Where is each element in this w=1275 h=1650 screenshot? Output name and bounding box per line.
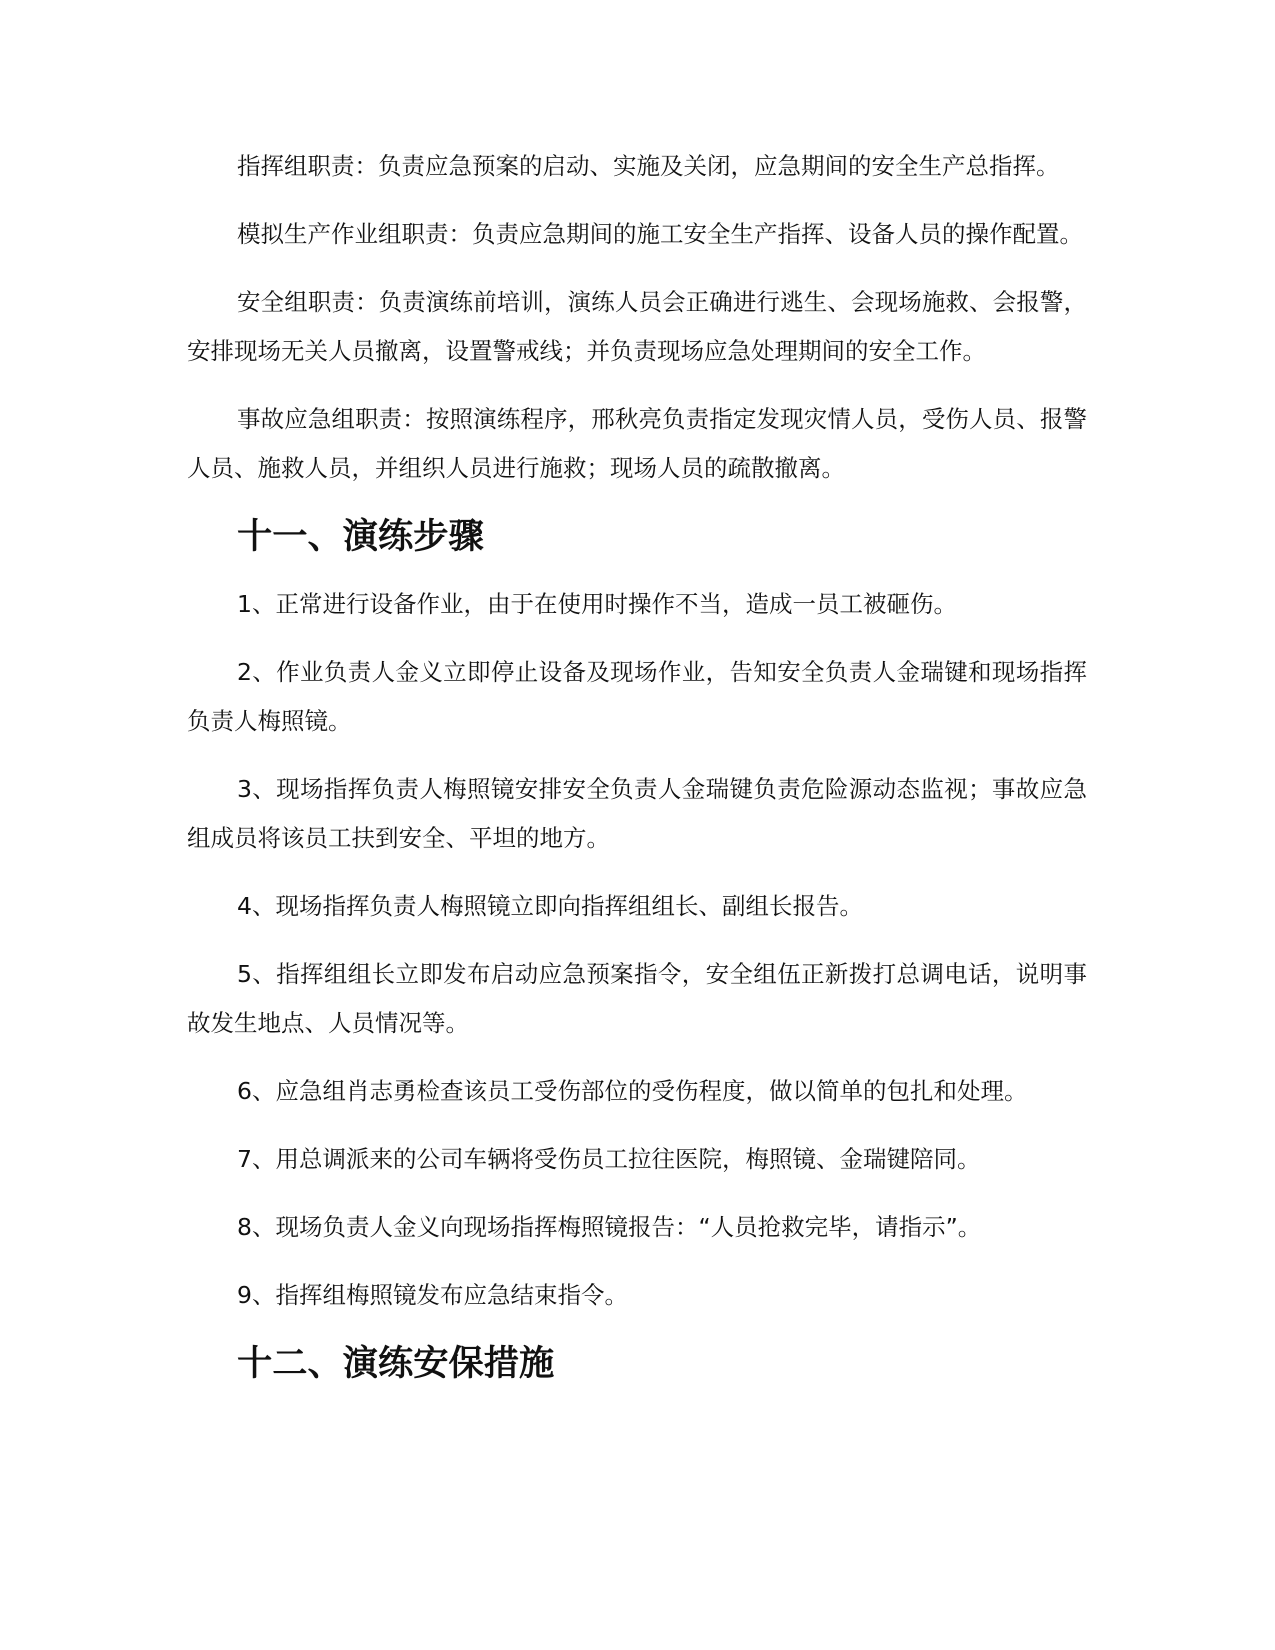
command-group-duties: 指挥组职责：负责应急预案的启动、实施及关闭，应急期间的安全生产总指挥。 bbox=[237, 152, 1060, 180]
section-heading-drill-steps: 十一、演练步骤 bbox=[237, 516, 484, 557]
drill-step-6: 6、应急组肖志勇检查该员工受伤部位的受伤程度，做以简单的包扎和处理。 bbox=[237, 1077, 1028, 1105]
drill-step-2: 2、作业负责人金义立即停止设备及现场作业，告知安全负责人金瑞键和现场指挥负责人梅照镜。 bbox=[187, 658, 1087, 735]
document-body bbox=[187, 142, 1087, 1407]
safety-group-duties: 安全组职责：负责演练前培训，演练人员会正确进行逃生、会现场施救、会报警，安排现场无关人员撤离，设置警戒线；并负责现场应急处理期间的安全工作。 bbox=[187, 288, 1087, 365]
accident-emergency-group-duties: 事故应急组职责：按照演练程序，邢秋亮负责指定发现灾情人员，受伤人员、报警人员、施救人员，并组织人员进行施救；现场人员的疏散撤离。 bbox=[187, 405, 1087, 482]
drill-step-4: 4、现场指挥负责人梅照镜立即向指挥组组长、副组长报告。 bbox=[237, 892, 863, 920]
simulated-production-group-duties: 模拟生产作业组职责：负责应急期间的施工安全生产指挥、设备人员的操作配置。 bbox=[237, 220, 1083, 248]
drill-step-3: 3、现场指挥负责人梅照镜安排安全负责人金瑞键负责危险源动态监视；事故应急组成员将该员工扶到安全、平坦的地方。 bbox=[187, 775, 1087, 852]
drill-step-8: 8、现场负责人金义向现场指挥梅照镜报告：“人员抢救完毕，请指示”。 bbox=[237, 1213, 982, 1241]
drill-step-7: 7、用总调派来的公司车辆将受伤员工拉往医院，梅照镜、金瑞键陪同。 bbox=[237, 1145, 981, 1173]
drill-step-5: 5、指挥组组长立即发布启动应急预案指令，安全组伍正新拨打总调电话，说明事故发生地点、人员情况等。 bbox=[187, 960, 1087, 1037]
drill-step-1: 1、正常进行设备作业，由于在使用时操作不当，造成一员工被砸伤。 bbox=[237, 590, 957, 618]
drill-step-9: 9、指挥组梅照镜发布应急结束指令。 bbox=[237, 1281, 628, 1309]
section-heading-drill-security-measures: 十二、演练安保措施 bbox=[237, 1343, 555, 1384]
